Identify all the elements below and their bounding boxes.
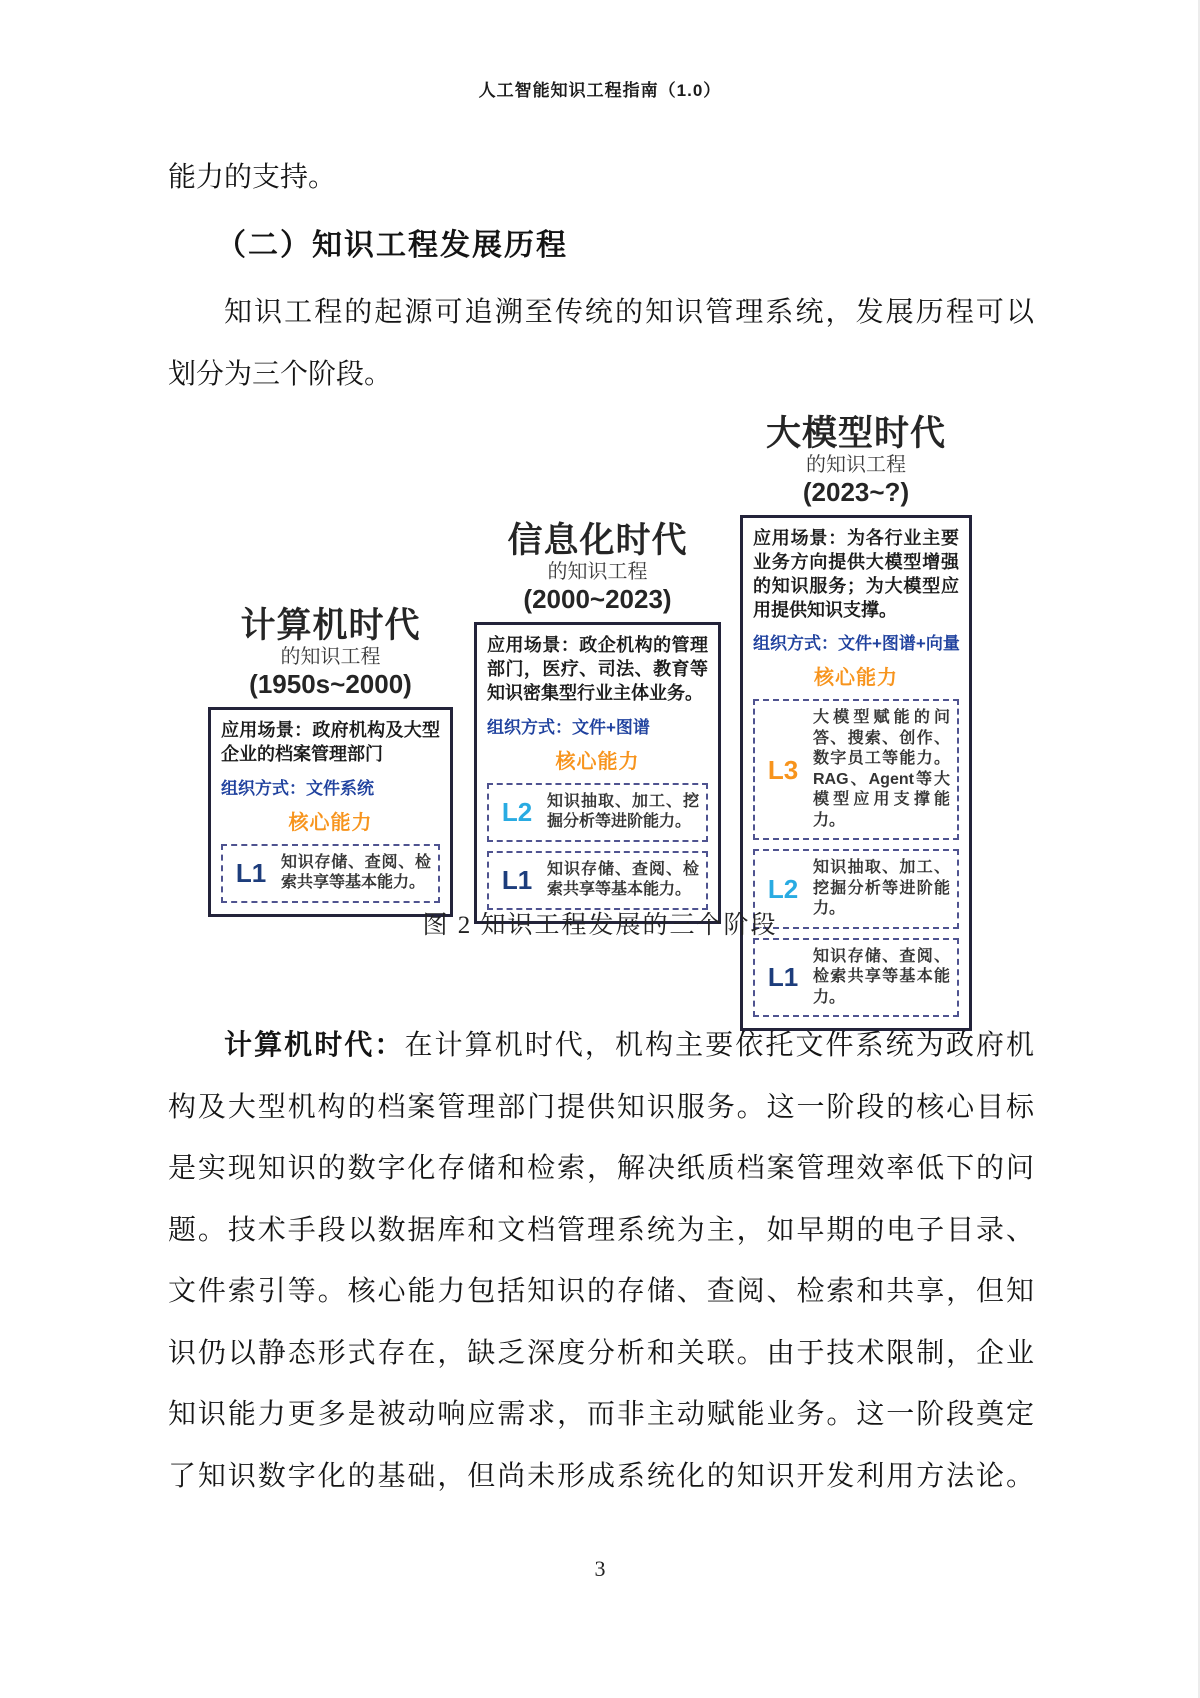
page-number: 3 (594, 1556, 606, 1581)
organization-mode-value: 文件+图谱 (572, 717, 650, 737)
capability-level-row (753, 938, 959, 1017)
body-paragraph-line: 知识能力更多是被动响应需求，而非主动赋能业务。这一阶段奠定 (168, 1399, 1034, 1430)
stage-subtitle: 的知识工程 (280, 646, 381, 669)
level-description: 知识存储、查阅、检索共享等基本能力。 (547, 860, 699, 899)
stage-box (474, 622, 721, 923)
stage-header (474, 521, 721, 615)
paragraph-fragment: 能力的支持。 (168, 162, 337, 193)
core-capability-label: 核心能力 (814, 667, 898, 690)
level-description: 知识抽取、加工、挖掘分析等进阶能力。 (813, 859, 950, 918)
stage-box (740, 515, 972, 1031)
stage-header (208, 606, 453, 700)
organization-mode-text (753, 629, 959, 654)
stage-information-era (474, 521, 721, 924)
stage-computer-era (208, 606, 453, 917)
application-scene-text: 应用场景：政企机构的管理部门，医疗、司法、教育等知识密集型行业主体业务。 (487, 635, 708, 703)
document-title-header: 人工智能知识工程指南（1.0） (478, 81, 722, 100)
capability-level-row (753, 699, 959, 840)
body-paragraph-line: 文件索引等。核心能力包括知识的存储、查阅、检索和共享，但知 (168, 1276, 1034, 1307)
level-l1-badge: L1 (767, 962, 799, 993)
level-l2-badge: L2 (767, 873, 799, 904)
intro-paragraph-line: 知识工程的起源可追溯至传统的知识管理系统，发展历程可以 (224, 297, 1034, 328)
core-capability-label: 核心能力 (288, 811, 373, 834)
organization-mode-value: 文件系统 (306, 778, 374, 798)
level-description: 知识抽取、加工、挖掘分析等进阶能力。 (547, 792, 699, 831)
intro-paragraph-line: 划分为三个阶段。 (168, 359, 393, 390)
stage-subtitle: 的知识工程 (547, 561, 648, 584)
organization-mode-text (221, 774, 440, 799)
stage-box (208, 707, 453, 916)
level-description: 知识存储、查阅、检索共享等基本能力。 (281, 853, 431, 892)
core-capability-label: 核心能力 (555, 750, 640, 773)
body-paragraph-line: 是实现知识的数字化存储和检索，解决纸质档案管理效率低下的问 (168, 1153, 1034, 1184)
body-paragraph-line (168, 1023, 1034, 1063)
stage-period: (2000~2023) (523, 584, 672, 615)
level-description: 知识存储、查阅、检索共享等基本能力。 (813, 947, 950, 1006)
body-lead-term: 计算机时代： (224, 1029, 405, 1060)
organization-mode-label: 组织方式： (487, 717, 572, 737)
level-l2-badge: L2 (501, 797, 533, 828)
stage-header (740, 414, 972, 508)
level-l1-badge: L1 (235, 858, 267, 889)
body-line-text: 在计算机时代，机构主要依托文件系统为政府机 (404, 1030, 1034, 1061)
level-description: 大模型赋能的问答、搜索、创作、数字员工等能力。RAG、Agent等大模型应用支撑能力。 (813, 709, 950, 829)
body-paragraph-line: 识仍以静态形式存在，缺乏深度分析和关联。由于技术限制，企业 (168, 1338, 1034, 1369)
organization-mode-value: 文件+图谱+向量 (838, 634, 960, 654)
organization-mode-label: 组织方式： (221, 778, 306, 798)
stage-period: (1950s~2000) (249, 669, 412, 700)
stage-title: 计算机时代 (240, 606, 421, 645)
capability-level-row (221, 844, 440, 903)
capability-level-row (487, 851, 708, 910)
body-paragraph-line: 构及大型机构的档案管理部门提供知识服务。这一阶段的核心目标 (168, 1092, 1034, 1123)
level-l3-badge: L3 (767, 754, 799, 785)
organization-mode-text (487, 713, 708, 738)
capability-level-row (487, 783, 708, 842)
stage-period: (2023~?) (802, 477, 910, 508)
stage-title: 大模型时代 (765, 414, 946, 453)
application-scene-text: 应用场景：为各行业主要业务方向提供大模型增强的知识服务；为大模型应用提供知识支撑。 (753, 528, 959, 620)
organization-mode-label: 组织方式： (753, 634, 838, 654)
body-paragraph-line: 了知识数字化的基础，但尚未形成系统化的知识开发利用方法论。 (168, 1461, 1034, 1492)
stage-subtitle: 的知识工程 (806, 454, 906, 477)
section-heading: （二）知识工程发展历程 (216, 229, 568, 262)
stage-title: 信息化时代 (507, 521, 688, 560)
figure-caption: 图 2 知识工程发展的三个阶段 (422, 912, 778, 939)
body-paragraph-line: 题。技术手段以数据库和文档管理系统为主，如早期的电子目录、 (168, 1215, 1034, 1246)
application-scene-text: 应用场景：政府机构及大型企业的档案管理部门 (221, 720, 440, 765)
level-l1-badge: L1 (501, 865, 533, 896)
